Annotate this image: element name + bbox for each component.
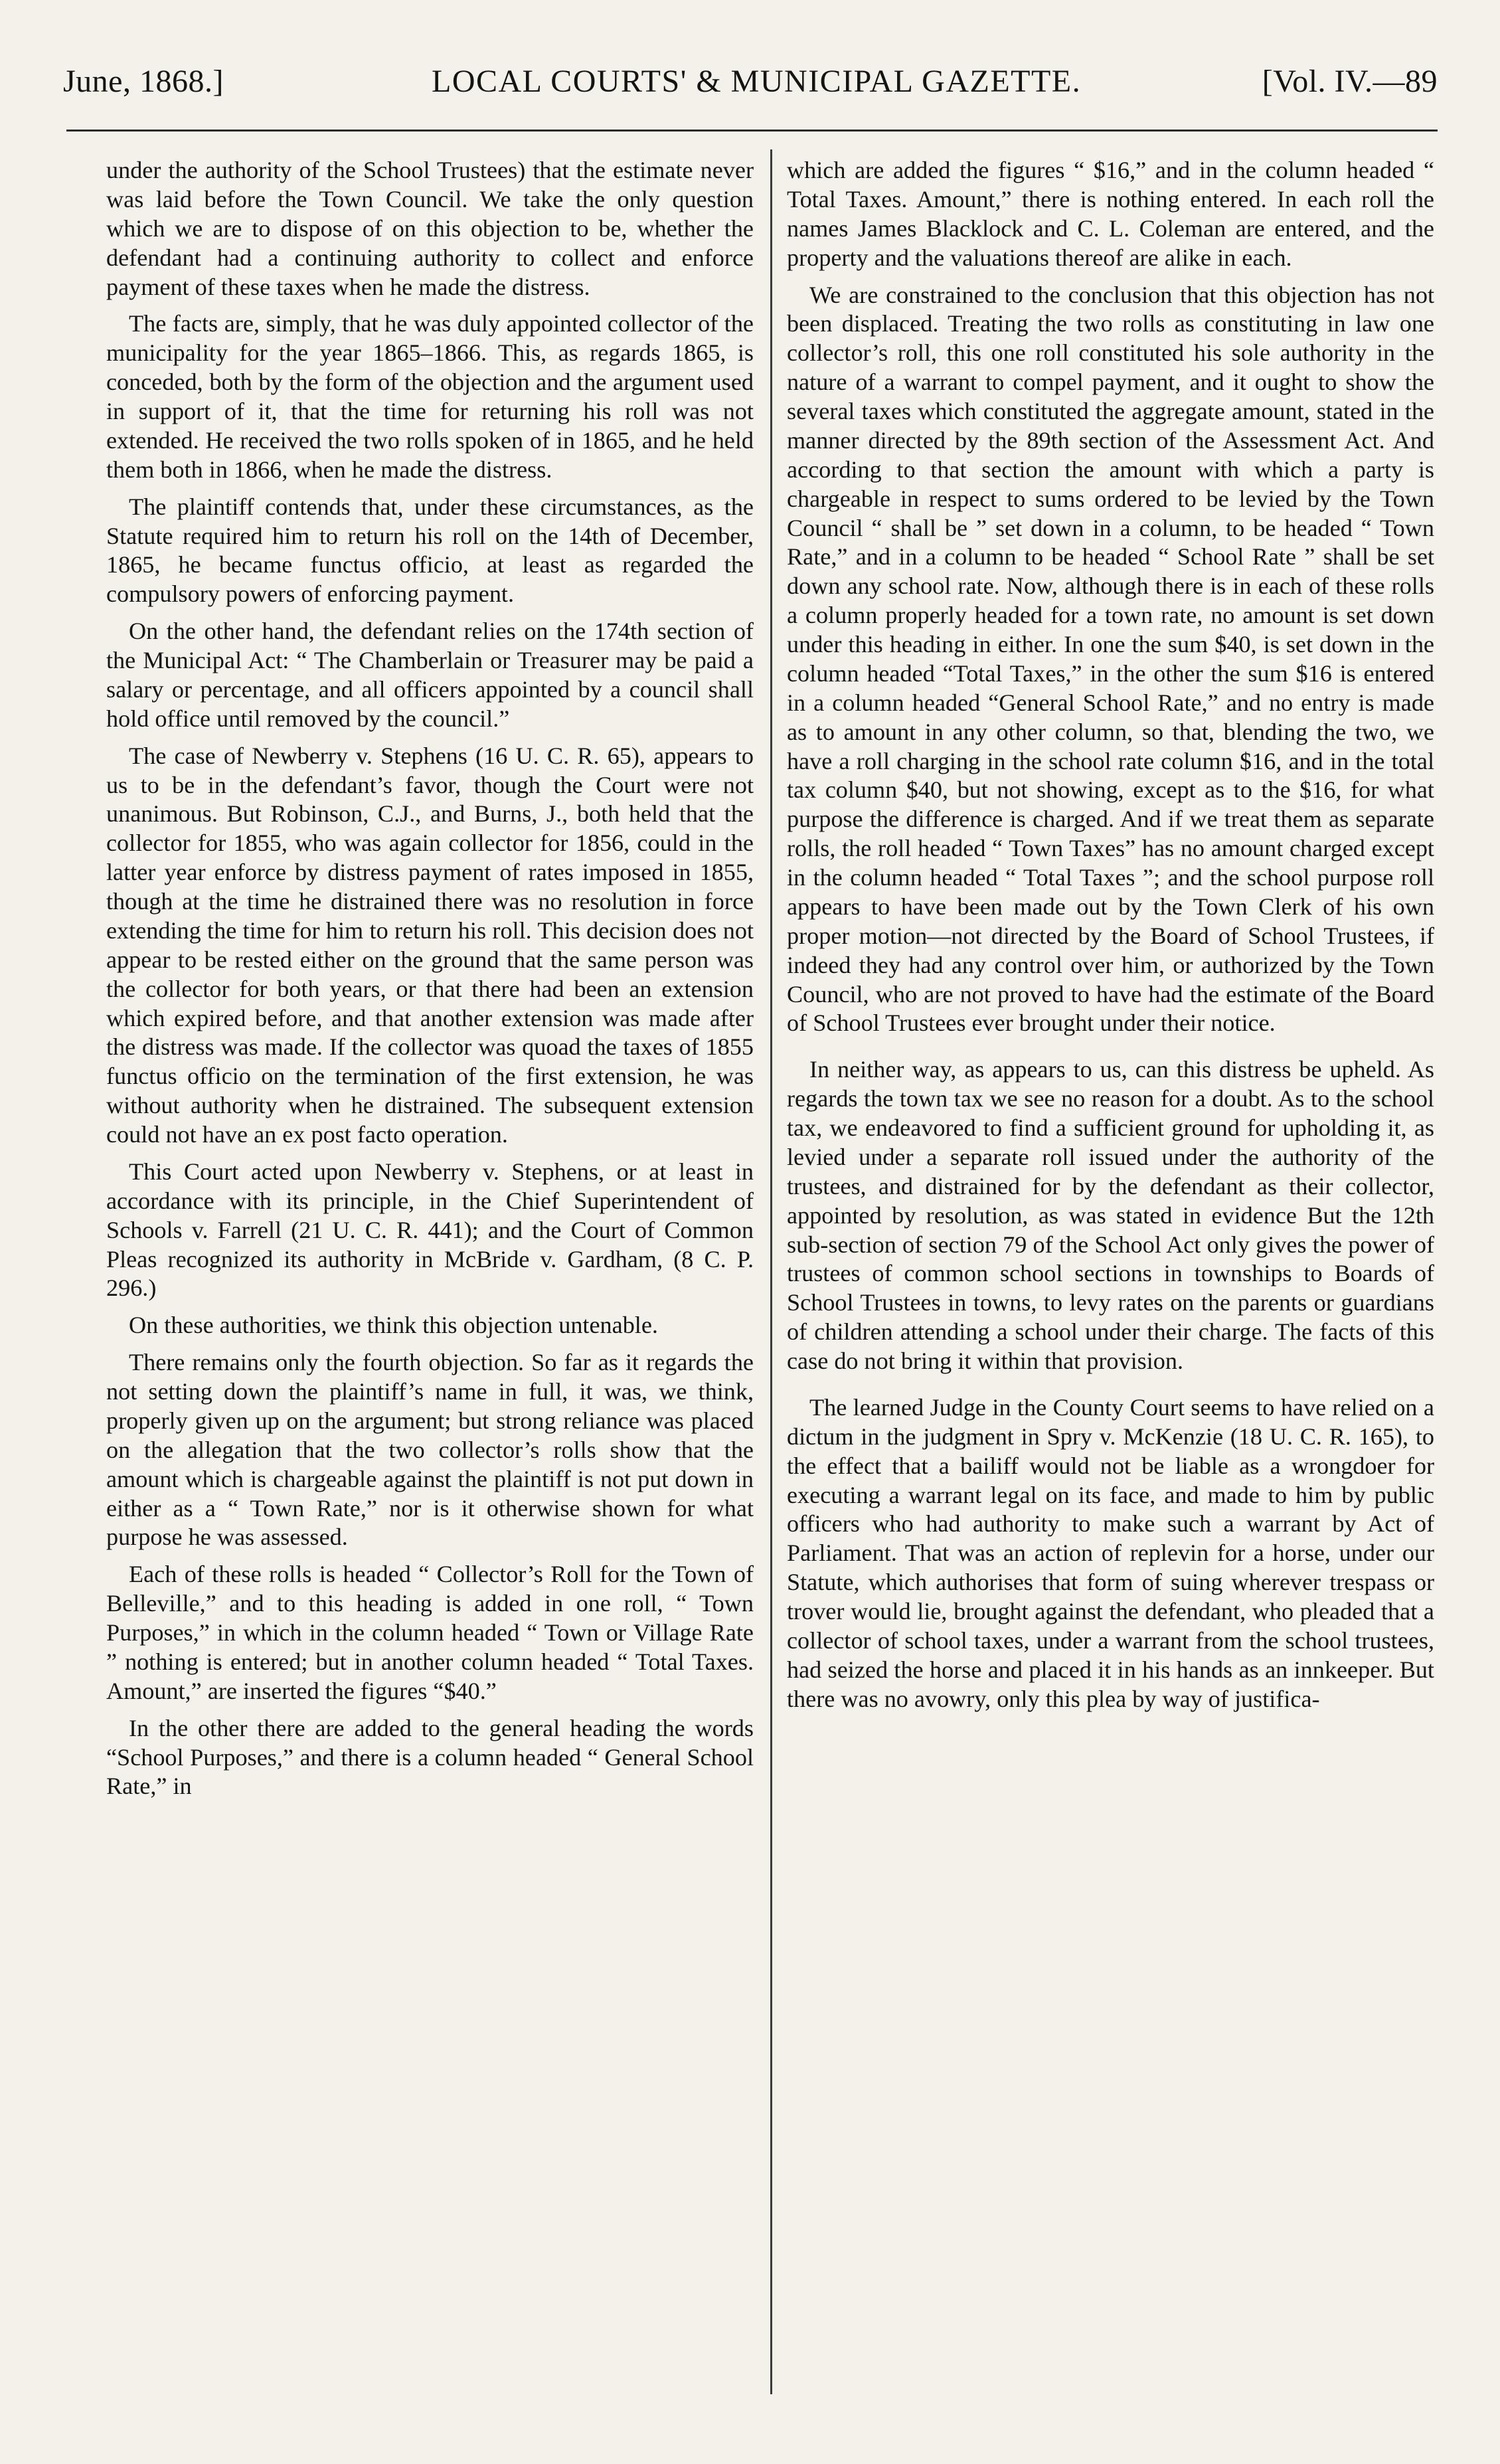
issue-date: June, 1868.]	[63, 64, 224, 99]
paragraph: In neither way, as appears to us, can this distress be upheld. As regards the town tax we see no reason for a doubt. As to the school tax, we endeavored to find a sufficient ground for upholding it, as levied under a separate roll issued under the authority of the trustees, and distrained for by the defendant as their collector, appointed by resolution, as was stated in evidence But the 12th sub-section of section 79 of the School Act only gives the power of trustees of common school sections in townships to Boards of School Trustees in towns, to levy rates on the parents or guardians of children attending a school under their charge. The facts of this case do not bring it within that provision.	[787, 1056, 1434, 1374]
volume-page: [Vol. IV.—89	[1262, 64, 1438, 99]
paragraph: which are added the figures “ $16,” and in the column headed “ Total Taxes. Amount,” there is nothing entered. In each roll the names James Blacklock and C. L. Coleman are entered, and the property and the valuations thereof are alike in each.	[787, 157, 1434, 271]
paragraph: There remains only the fourth objection. So far as it regards the not setting down the plaintiff’s name in full, it was, we think, properly given up on the argument; but strong reliance was placed on the allegation that the two collector’s rolls show that the amount which is chargeable against the plaintiff is not put down in either as a “ Town Rate,” nor is it otherwise shown for what purpose he was assessed.	[106, 1349, 754, 1551]
paragraph: under the authority of the School Trustees) that the estimate never was laid before the Town Council. We take the only question which we are to dispose of on this objection to be, whether the defendant had a continuing authority to collect and enforce payment of these taxes when he made the distress.	[106, 157, 754, 300]
paragraph: On these authorities, we think this objection untenable.	[129, 1312, 658, 1339]
column-divider	[770, 149, 772, 2394]
page-header	[63, 50, 1438, 123]
right-column	[787, 156, 1434, 2408]
paragraph: The learned Judge in the County Court seems to have relied on a dictum in the judgment in Spry v. McKenzie (18 U. C. R. 165), to the effect that a bailiff would not be liable as a wrongdoer for executing a warrant legal on its face, and made to him by public officers who had authority to make such a warrant by Act of Parliament. That was an action of replevin for a horse, under our Statute, which authorises that form of suing wherever trespass or trover would lie, brought against the defendant, who pleaded that a collector of school taxes, under a warrant from the school trustees, had seized the horse and placed it in his hands as an innkeeper. But there was no avowry, only this plea by way of justifica-	[787, 1393, 1434, 1712]
paragraph: In the other there are added to the general heading the words “School Purposes,” and there is a column headed “ General School Rate,” in	[106, 1714, 754, 1800]
header-rule	[66, 130, 1438, 132]
paragraph: The facts are, simply, that he was duly appointed collector of the municipality for the year 1865–1866. This, as regards 1865, is conceded, both by the form of the objection and the argument used in support of it, that the time for returning his roll was not extended. He received the two rolls spoken of in 1865, and he held them both in 1866, when he made the distress.	[106, 310, 754, 483]
paragraph: On the other hand, the defendant relies on the 174th section of the Municipal Act: “ The Chamberlain or Treasurer may be paid a salary or percentage, and all officers appointed by a council shall hold office until removed by the council.”	[106, 618, 754, 732]
left-column	[106, 156, 754, 2408]
paragraph: The plaintiff contends that, under these circumstances, as the Statute required him to return his roll on the 14th of December, 1865, he became functus officio, at least as regarded the compulsory powers of enforcing payment.	[106, 493, 754, 608]
paragraph: The case of Newberry v. Stephens (16 U. C. R. 65), appears to us to be in the defendant’s favor, though the Court were not unanimous. But Robinson, C.J., and Burns, J., both held that the collector for 1855, who was again collector for 1856, could in the latter year enforce by distress payment of rates imposed in 1855, though at the time he distrained there was no resolution in force extending the time for him to return his roll. This decision does not appear to be rested either on the ground that the same person was the collector for both years, or that there had been an extension which expired before, and that another extension was made after the distress was made. If the collector was quoad the taxes of 1855 functus officio on the termination of the first extension, he was without authority when he distrained. The subsequent extension could not have an ex post facto operation.	[106, 742, 754, 1148]
paragraph: Each of these rolls is headed “ Collector’s Roll for the Town of Belleville,” and to this heading is added in one roll, “ Town Purposes,” in which in the column headed “ Town or Village Rate ” nothing is entered; but in another column headed “ Total Taxes. Amount,” are inserted the figures “$40.”	[106, 1561, 754, 1704]
paragraph: We are constrained to the conclusion that this objection has not been displaced. Treating the two rolls as constituting in law one collector’s roll, this one roll constituted his sole authority in the nature of a warrant to compel payment, and it ought to show the several taxes which constituted the aggregate amount, stated in the manner directed by the 89th section of the Assessment Act. And according to that section the amount with which a party is chargeable in respect to sums ordered to be levied by the Town Council “ shall be ” set down in a column, to be headed “ Town Rate,” and in a column to be headed “ School Rate ” shall be set down any school rate. Now, although there is in each of these rolls a column properly headed for a town rate, no amount is set down under this heading in either. In one the sum $40, is set down in the column headed “Total Taxes,” in the other the sum $16 is entered in a column headed “General School Rate,” and no entry is made as to amount in any other column, so that, blending the two, we have a roll charging in the school rate column $16, and in the total tax column $40, but not showing, except as to the $16, for what purpose the difference is charged. And if we treat them as separate rolls, the roll headed “ Town Taxes” has no amount charged except in the column headed “ Total Taxes ”; and the school purpose roll appears to have been made out by the Town Clerk of his own proper motion—not directed by the Board of School Trustees, if indeed they had any control over him, or authorized by the Town Council, who are not proved to have had the estimate of the Board of School Trustees ever brought under their notice.	[787, 281, 1434, 1037]
paragraph: This Court acted upon Newberry v. Stephens, or at least in accordance with its principle, in the Chief Superintendent of Schools v. Farrell (21 U. C. R. 441); and the Court of Common Pleas recognized its authority in McBride v. Gardham, (8 C. P. 296.)	[106, 1158, 754, 1302]
publication-title: LOCAL COURTS' & MUNICIPAL GAZETTE.	[432, 64, 1082, 99]
